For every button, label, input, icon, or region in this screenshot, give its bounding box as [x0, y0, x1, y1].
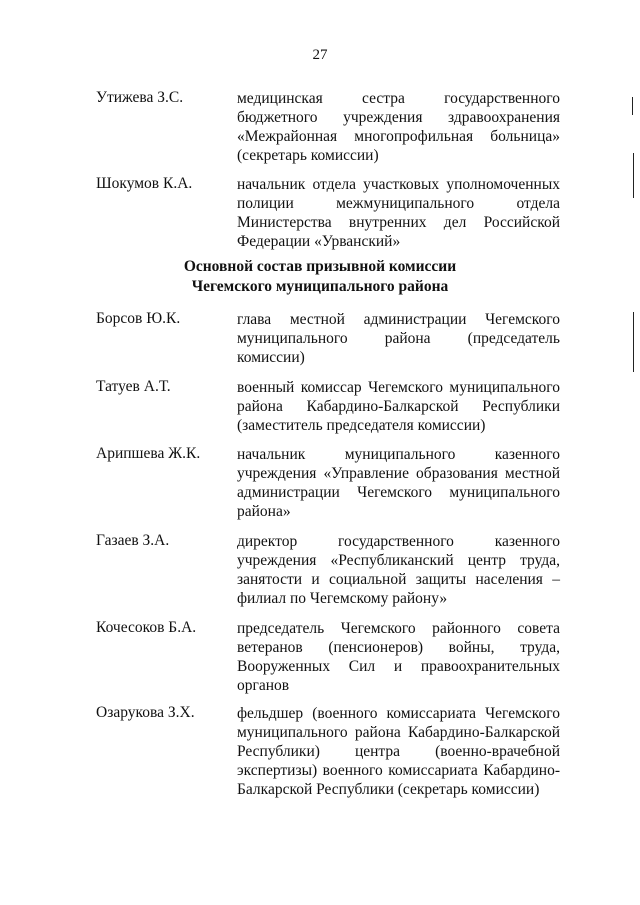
member-name: Утижева З.С.	[96, 89, 184, 106]
page-number: 27	[312, 47, 328, 63]
member-description: директор государственного казенного учреждения «Республиканский центр труда, занятости и социальной защиты населения – филиал по Чегемскому району»	[237, 533, 560, 607]
scan-mark	[632, 97, 633, 115]
member-description: начальник муниципального казенного учреждения «Управление образования местной администрации Чегемского муниципального района»	[237, 446, 560, 520]
member-description: медицинская сестра государственного бюджетного учреждения здравоохранения «Межрайонная многопрофильная больница» (секретарь комиссии)	[237, 90, 560, 164]
member-description: начальник отдела участковых уполномоченных полиции межмуниципального отдела Министерства внутренних дел Российской Федерации «Урванский»	[237, 176, 560, 250]
member-description: военный комиссар Чегемского муниципального района Кабардино-Балкарской Республики (заместитель председателя комиссии)	[237, 379, 560, 434]
section-heading-line: Чегемского муниципального района	[191, 278, 449, 295]
member-name: Шокумов К.А.	[96, 175, 193, 192]
member-name: Борсов Ю.К.	[96, 310, 181, 327]
member-description: председатель Чегемского районного совета ветеранов (пенсионеров) войны, труда, Вооруженных Сил и правоохранительных органов	[237, 620, 560, 694]
member-name: Кочесоков Б.А.	[96, 619, 197, 636]
scan-mark	[633, 153, 634, 198]
member-description: глава местной администрации Чегемского муниципального района (председатель комиссии)	[237, 311, 560, 366]
member-name: Озарукова З.Х.	[96, 704, 195, 721]
member-name: Татуев А.Т.	[96, 378, 171, 395]
scan-mark	[633, 312, 634, 372]
member-name: Арипшева Ж.К.	[96, 445, 201, 462]
member-description: фельдшер (военного комиссариата Чегемского муниципального района Кабардино-Балкарской Республики) центра (военно-врачебной экспертизы) военного комиссариата Кабардино-Балкарской Республики (секретарь комиссии)	[237, 705, 560, 798]
section-heading-line: Основной состав призывной комиссии	[183, 258, 457, 275]
section-heading	[0, 257, 640, 297]
member-name: Газаев З.А.	[96, 532, 170, 549]
